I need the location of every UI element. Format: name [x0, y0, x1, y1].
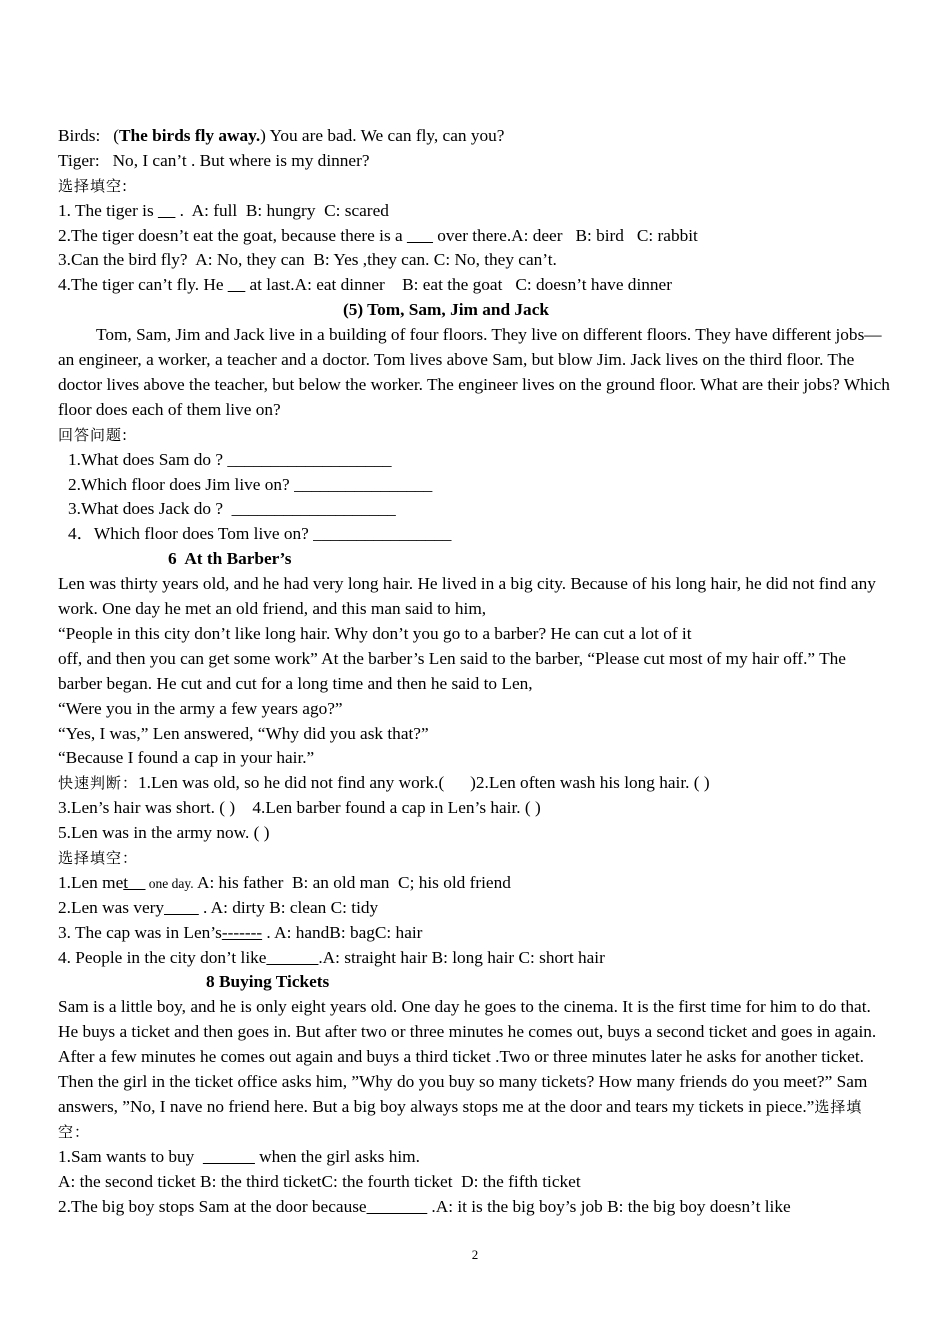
- section6-para-2: “People in this city don’t like long hair. Why don’t you go to a barber? He can cut a lot of it: [58, 623, 692, 643]
- section6-para-4: “Were you in the army a few years ago?”: [58, 698, 343, 718]
- question-text: 4. People in the city don’t like: [58, 947, 267, 967]
- answer-blank: __: [227, 275, 246, 295]
- question-3: 3.Can the bird fly? A: No, they can B: Yes ,they can. C: No, they can’t.: [58, 250, 557, 270]
- s6-question-1: [58, 871, 894, 896]
- question-text: 1. The tiger is: [58, 200, 158, 220]
- answer-blank: -------: [221, 922, 263, 942]
- s6-question-4: [58, 946, 894, 971]
- dialogue-text: ) You are bad. We can fly, can you?: [260, 126, 505, 145]
- question-text-small: one day.: [145, 875, 194, 891]
- document-page: [58, 124, 894, 1219]
- section6-para-5: “Yes, I was,” Len answered, “Why did you ask that?”: [58, 723, 429, 743]
- question-text: 4．Which floor does Tom live on?: [68, 524, 314, 544]
- s5-question-4: [58, 522, 894, 547]
- dialogue-line-tiger: Tiger: No, I can’t . But where is my dinner?: [58, 150, 370, 170]
- answer-blank: ________________: [294, 474, 433, 494]
- s5-question-2: [58, 473, 894, 498]
- s8-question-1-options: A: the second ticket B: the third ticketC: the fourth ticket D: the fifth ticket: [58, 1171, 581, 1191]
- question-text: 1.Len me: [58, 872, 124, 892]
- instruction-answer: 回答问题:: [58, 425, 129, 444]
- section6-para-3: off, and then you can get some work” At the barber’s Len said to the barber, “Please cut most of my hair off.” The barber began. He cut and cut for a long time and then he said to Len,: [58, 648, 846, 693]
- question-text: 2.The big boy stops Sam at the door because: [58, 1196, 367, 1216]
- question-text-end: when the girl asks him.: [254, 1146, 420, 1166]
- passage-text: Sam is a little boy, and he is only eight years old. One day he goes to the cinema. It is the first time for him to do that. He buys a ticket and then goes in. But after two or three minutes he comes out, buys a second ticket and goes in again. After a few minutes he comes out again and buys a third ticket .Two or three minutes later he asks for another ticket. Then the girl in the ticket office asks him, ”Why do you buy so many tickets? How many friends do you meet?” Sam answers, ”No, I nave no friend here. But a big boy always stops me at the door and tears my tickets in piece.”: [58, 997, 877, 1116]
- s6-question-2: [58, 896, 894, 921]
- section5-passage: Tom, Sam, Jim and Jack live in a building of four floors. They live on different floors. They have different jobs—an engineer, a worker, a teacher and a doctor. Tom lives above Sam, but blow Jim. Jack lives on the third floor. The doctor lives above the teacher, but below the worker. The engineer lives on the ground floor. What are their jobs? Which floor does each of them live on?: [58, 325, 890, 419]
- answer-blank: __: [158, 200, 176, 220]
- answer-blank: ______: [266, 947, 319, 967]
- answer-blank: ________________: [313, 524, 452, 544]
- instruction-choose-6: 选择填空：: [58, 848, 139, 867]
- speaker-label: Birds:: [58, 126, 101, 145]
- paren-open: (: [113, 126, 119, 145]
- section-title-8: 8 Buying Tickets: [206, 972, 330, 992]
- answer-blank: t__: [123, 872, 146, 892]
- section-title-5: (5) Tom, Sam, Jim and Jack: [343, 300, 549, 320]
- answer-blank: ___________________: [231, 499, 396, 519]
- question-text: 2.Len was very: [58, 897, 165, 917]
- judge-items: 1.Len was old, so he did not find any work.( )2.Len often wash his long hair. ( ): [138, 773, 710, 793]
- page-number: 2: [471, 1247, 479, 1262]
- section8-passage: [58, 995, 894, 1144]
- question-text: 2.Which floor does Jim live on?: [68, 474, 295, 494]
- answer-blank: ___: [407, 225, 433, 245]
- question-options: . A: handB: bagC: hair: [262, 922, 423, 942]
- instruction-choose-8: 选择填空：: [58, 1097, 863, 1141]
- answer-blank: ______: [202, 1146, 255, 1166]
- s5-question-3: [58, 497, 894, 522]
- question-4: [58, 273, 894, 298]
- instruction-judge: 快速判断：: [58, 774, 139, 793]
- answer-blank: ____: [164, 897, 199, 917]
- question-text: 3.What does Jack do ?: [68, 499, 232, 519]
- question-options: .A: it is the big boy’s job B: the big boy doesn’t like: [427, 1196, 791, 1216]
- question-text: 3. The cap was in Len’s: [58, 922, 222, 942]
- s8-question-1: [58, 1145, 894, 1170]
- judge-line-3: 5.Len was in the army now. ( ): [58, 823, 270, 843]
- question-text: 2.The tiger doesn’t eat the goat, because there is a: [58, 225, 408, 245]
- question-text: 1.What does Sam do ?: [68, 449, 228, 469]
- section6-para-6: “Because I found a cap in your hair.”: [58, 748, 315, 768]
- question-options: .A: straight hair B: long hair C: short hair: [318, 947, 605, 967]
- judge-line-2: 3.Len’s hair was short. ( ) 4.Len barber found a cap in Len’s hair. ( ): [58, 798, 541, 818]
- s6-question-3: [58, 921, 894, 946]
- stage-direction: The birds fly away.: [118, 126, 261, 145]
- s8-question-2: [58, 1195, 894, 1220]
- question-options: over there.A: deer B: bird C: rabbit: [432, 225, 698, 245]
- answer-blank: _______: [366, 1196, 428, 1216]
- dialogue-line-birds: [58, 124, 894, 149]
- judge-line-1: [58, 771, 894, 796]
- question-text: 1.Sam wants to buy: [58, 1146, 203, 1166]
- answer-blank: ___________________: [227, 449, 392, 469]
- question-options: A: his father B: an old man C; his old friend: [193, 872, 511, 892]
- instruction-choose: 选择填空:: [58, 176, 129, 195]
- question-options: at last.A: eat dinner B: eat the goat C: doesn’t have dinner: [245, 275, 672, 295]
- question-text: 4.The tiger can’t fly. He: [58, 275, 228, 295]
- question-2: [58, 224, 894, 249]
- question-options: . A: dirty B: clean C: tidy: [198, 897, 379, 917]
- question-1: [58, 199, 894, 224]
- question-options: . A: full B: hungry C: scared: [175, 200, 389, 220]
- section6-para-1: Len was thirty years old, and he had very long hair. He lived in a big city. Because of his long hair, he did not find any work. One day he met an old friend, and this man said to him,: [58, 574, 876, 618]
- s5-question-1: [58, 448, 894, 473]
- section-title-6: 6 At th Barber’s: [168, 549, 292, 569]
